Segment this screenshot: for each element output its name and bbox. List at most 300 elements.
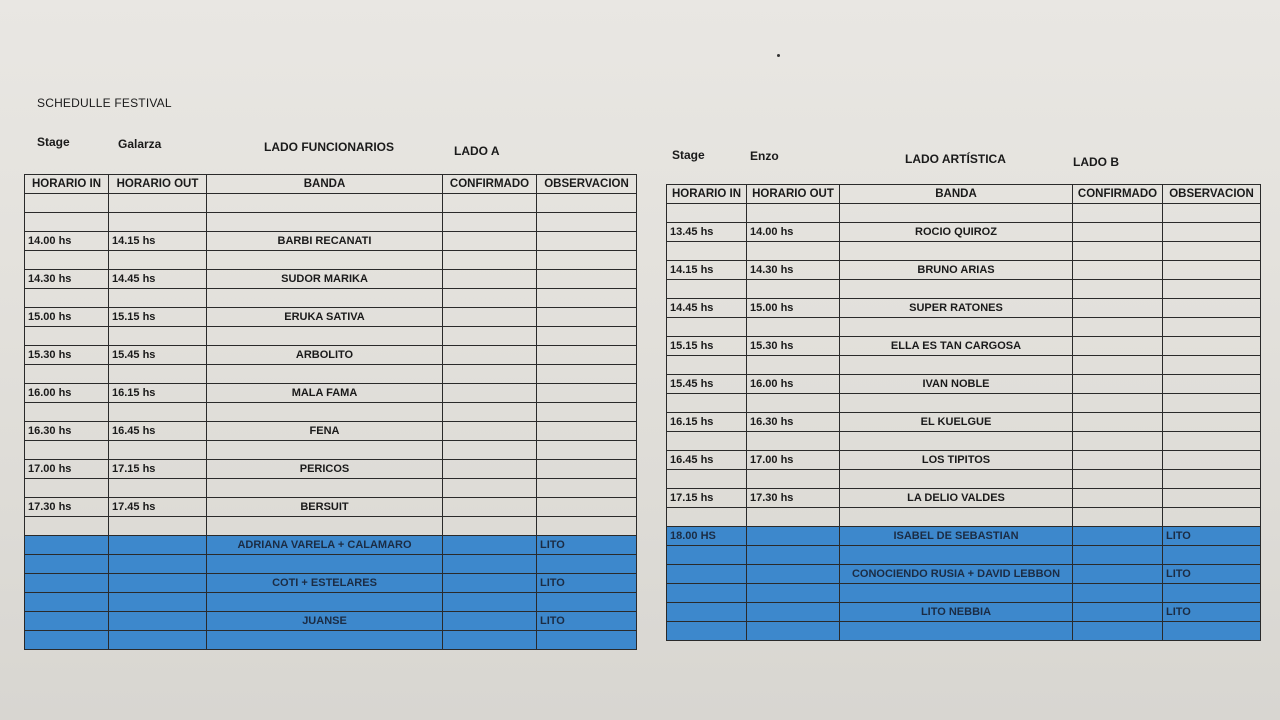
confirmed-cell: [1073, 204, 1163, 223]
time-out-cell: [747, 527, 840, 546]
confirmed-cell: [443, 308, 537, 327]
time-out-cell: [109, 327, 207, 346]
observation-cell: [1163, 546, 1261, 565]
column-header: HORARIO IN: [25, 175, 109, 194]
band-cell: [840, 394, 1073, 413]
time-in-cell: [25, 593, 109, 612]
time-in-cell: [667, 204, 747, 223]
confirmed-cell: [443, 213, 537, 232]
time-out-cell: 16.15 hs: [109, 384, 207, 403]
band-cell: [207, 213, 443, 232]
time-out-cell: [747, 603, 840, 622]
band-cell: [207, 403, 443, 422]
band-cell: [207, 631, 443, 650]
time-in-cell: [667, 508, 747, 527]
time-in-cell: 14.00 hs: [25, 232, 109, 251]
table-row: [25, 289, 637, 308]
time-out-cell: 15.30 hs: [747, 337, 840, 356]
confirmed-cell: [1073, 261, 1163, 280]
time-in-cell: [25, 631, 109, 650]
time-out-cell: [109, 289, 207, 308]
table-row: [25, 441, 637, 460]
observation-cell: [537, 251, 637, 270]
time-in-cell: 14.45 hs: [667, 299, 747, 318]
band-cell: EL KUELGUE: [840, 413, 1073, 432]
band-cell: ARBOLITO: [207, 346, 443, 365]
table-row: [25, 327, 637, 346]
table-row: [25, 346, 637, 365]
time-in-cell: 16.15 hs: [667, 413, 747, 432]
confirmed-cell: [1073, 375, 1163, 394]
column-header: BANDA: [207, 175, 443, 194]
time-out-cell: 17.15 hs: [109, 460, 207, 479]
confirmed-cell: [443, 232, 537, 251]
time-out-cell: 14.45 hs: [109, 270, 207, 289]
table-row: [667, 603, 1261, 622]
band-cell: COTI + ESTELARES: [207, 574, 443, 593]
observation-cell: [537, 365, 637, 384]
time-in-cell: 16.45 hs: [667, 451, 747, 470]
band-cell: [840, 356, 1073, 375]
time-out-cell: 15.15 hs: [109, 308, 207, 327]
time-in-cell: 16.30 hs: [25, 422, 109, 441]
confirmed-cell: [1073, 223, 1163, 242]
confirmed-cell: [443, 194, 537, 213]
observation-cell: [1163, 622, 1261, 641]
table-row: [667, 470, 1261, 489]
confirmed-cell: [443, 270, 537, 289]
left-stage-name: Galarza: [118, 137, 162, 151]
confirmed-cell: [1073, 527, 1163, 546]
observation-cell: [1163, 299, 1261, 318]
time-out-cell: [747, 318, 840, 337]
time-out-cell: 17.45 hs: [109, 498, 207, 517]
table-row: [25, 536, 637, 555]
confirmed-cell: [443, 593, 537, 612]
observation-cell: [537, 479, 637, 498]
time-in-cell: [25, 194, 109, 213]
table-row: [667, 337, 1261, 356]
band-cell: LOS TIPITOS: [840, 451, 1073, 470]
table-row: [667, 489, 1261, 508]
band-cell: BRUNO ARIAS: [840, 261, 1073, 280]
time-out-cell: [747, 508, 840, 527]
confirmed-cell: [1073, 299, 1163, 318]
time-out-cell: [109, 555, 207, 574]
time-out-cell: 15.45 hs: [109, 346, 207, 365]
band-cell: LA DELIO VALDES: [840, 489, 1073, 508]
table-row: [667, 565, 1261, 584]
confirmed-cell: [1073, 584, 1163, 603]
table-row: [667, 280, 1261, 299]
table-row: [667, 242, 1261, 261]
time-out-cell: [109, 213, 207, 232]
observation-cell: [537, 593, 637, 612]
band-cell: ISABEL DE SEBASTIAN: [840, 527, 1073, 546]
observation-cell: [1163, 261, 1261, 280]
table-row: [667, 375, 1261, 394]
time-in-cell: [667, 565, 747, 584]
time-in-cell: [25, 213, 109, 232]
time-out-cell: 17.00 hs: [747, 451, 840, 470]
column-header: HORARIO OUT: [109, 175, 207, 194]
time-in-cell: 14.30 hs: [25, 270, 109, 289]
time-in-cell: 18.00 HS: [667, 527, 747, 546]
confirmed-cell: [443, 251, 537, 270]
confirmed-cell: [443, 403, 537, 422]
table-row: [667, 394, 1261, 413]
observation-cell: [1163, 375, 1261, 394]
time-in-cell: 13.45 hs: [667, 223, 747, 242]
column-header: HORARIO IN: [667, 185, 747, 204]
time-out-cell: 17.30 hs: [747, 489, 840, 508]
time-in-cell: [25, 251, 109, 270]
time-out-cell: [109, 574, 207, 593]
time-out-cell: [747, 622, 840, 641]
time-in-cell: [25, 555, 109, 574]
confirmed-cell: [1073, 489, 1163, 508]
time-out-cell: 16.45 hs: [109, 422, 207, 441]
observation-cell: [537, 498, 637, 517]
observation-cell: [1163, 584, 1261, 603]
table-row: [25, 365, 637, 384]
table-row: [25, 308, 637, 327]
confirmed-cell: [1073, 413, 1163, 432]
observation-cell: [1163, 356, 1261, 375]
observation-cell: [537, 555, 637, 574]
table-row: [667, 451, 1261, 470]
table-row: [667, 508, 1261, 527]
time-out-cell: [109, 612, 207, 631]
observation-cell: [537, 213, 637, 232]
time-out-cell: [747, 242, 840, 261]
time-in-cell: [667, 584, 747, 603]
time-out-cell: [747, 280, 840, 299]
time-out-cell: [747, 204, 840, 223]
table-row: [667, 356, 1261, 375]
band-cell: FENA: [207, 422, 443, 441]
confirmed-cell: [443, 460, 537, 479]
band-cell: BARBI RECANATI: [207, 232, 443, 251]
table-row: [667, 204, 1261, 223]
band-cell: [840, 318, 1073, 337]
table-row: [667, 527, 1261, 546]
band-cell: CONOCIENDO RUSIA + DAVID LEBBON: [840, 565, 1073, 584]
confirmed-cell: [1073, 432, 1163, 451]
observation-cell: [1163, 470, 1261, 489]
confirmed-cell: [1073, 280, 1163, 299]
table-row: [25, 403, 637, 422]
column-header: OBSERVACION: [1163, 185, 1261, 204]
band-cell: SUDOR MARIKA: [207, 270, 443, 289]
time-out-cell: 16.00 hs: [747, 375, 840, 394]
confirmed-cell: [443, 574, 537, 593]
time-out-cell: [747, 546, 840, 565]
table-row: [25, 270, 637, 289]
confirmed-cell: [1073, 337, 1163, 356]
observation-cell: [537, 194, 637, 213]
ink-dot: [777, 54, 780, 57]
time-in-cell: [667, 470, 747, 489]
time-out-cell: 16.30 hs: [747, 413, 840, 432]
observation-cell: [1163, 204, 1261, 223]
observation-cell: LITO: [1163, 527, 1261, 546]
time-in-cell: [25, 612, 109, 631]
band-cell: [840, 622, 1073, 641]
observation-cell: [1163, 242, 1261, 261]
table-row: [25, 213, 637, 232]
time-in-cell: [667, 432, 747, 451]
time-out-cell: 15.00 hs: [747, 299, 840, 318]
table-row: [25, 574, 637, 593]
time-in-cell: 16.00 hs: [25, 384, 109, 403]
observation-cell: LITO: [537, 536, 637, 555]
band-cell: [207, 517, 443, 536]
observation-cell: [537, 422, 637, 441]
band-cell: [207, 441, 443, 460]
observation-cell: [537, 232, 637, 251]
column-header: HORARIO OUT: [747, 185, 840, 204]
observation-cell: LITO: [537, 612, 637, 631]
observation-cell: [1163, 337, 1261, 356]
confirmed-cell: [443, 346, 537, 365]
observation-cell: [1163, 280, 1261, 299]
confirmed-cell: [1073, 565, 1163, 584]
observation-cell: [537, 517, 637, 536]
band-cell: ELLA ES TAN CARGOSA: [840, 337, 1073, 356]
time-in-cell: [667, 280, 747, 299]
confirmed-cell: [1073, 242, 1163, 261]
confirmed-cell: [443, 384, 537, 403]
column-header: CONFIRMADO: [1073, 185, 1163, 204]
time-in-cell: 15.00 hs: [25, 308, 109, 327]
confirmed-cell: [443, 327, 537, 346]
observation-cell: [537, 270, 637, 289]
observation-cell: [537, 289, 637, 308]
observation-cell: [1163, 413, 1261, 432]
band-cell: [207, 327, 443, 346]
band-cell: [840, 242, 1073, 261]
band-cell: [207, 593, 443, 612]
confirmed-cell: [1073, 546, 1163, 565]
table-row: [667, 432, 1261, 451]
band-cell: BERSUIT: [207, 498, 443, 517]
time-in-cell: [25, 289, 109, 308]
time-in-cell: [667, 318, 747, 337]
table-row: [25, 194, 637, 213]
observation-cell: [1163, 318, 1261, 337]
time-in-cell: [667, 394, 747, 413]
confirmed-cell: [443, 498, 537, 517]
column-header: BANDA: [840, 185, 1073, 204]
confirmed-cell: [443, 536, 537, 555]
right-section-title: LADO ARTÍSTICA: [905, 152, 1006, 166]
table-row: [667, 584, 1261, 603]
confirmed-cell: [443, 422, 537, 441]
table-row: [667, 546, 1261, 565]
table-row: [25, 498, 637, 517]
left-schedule-table: [24, 174, 637, 650]
table-row: [25, 232, 637, 251]
time-out-cell: [747, 565, 840, 584]
observation-cell: [537, 384, 637, 403]
band-cell: [207, 289, 443, 308]
time-in-cell: [25, 403, 109, 422]
time-out-cell: [747, 584, 840, 603]
time-out-cell: [109, 251, 207, 270]
table-row: [25, 631, 637, 650]
confirmed-cell: [443, 479, 537, 498]
band-cell: SUPER RATONES: [840, 299, 1073, 318]
time-out-cell: [109, 536, 207, 555]
confirmed-cell: [443, 365, 537, 384]
right-stage-label: Stage: [672, 148, 705, 162]
table-row: [25, 555, 637, 574]
right-schedule-table: [666, 184, 1261, 641]
band-cell: [207, 555, 443, 574]
time-in-cell: [667, 603, 747, 622]
table-row: [667, 318, 1261, 337]
band-cell: [840, 508, 1073, 527]
band-cell: IVAN NOBLE: [840, 375, 1073, 394]
left-section-title: LADO FUNCIONARIOS: [264, 140, 394, 154]
time-in-cell: [667, 242, 747, 261]
table-row: [667, 299, 1261, 318]
observation-cell: [537, 460, 637, 479]
left-side-label: LADO A: [454, 144, 500, 158]
time-in-cell: 15.15 hs: [667, 337, 747, 356]
confirmed-cell: [1073, 622, 1163, 641]
observation-cell: [537, 631, 637, 650]
table-row: [667, 261, 1261, 280]
time-out-cell: [747, 394, 840, 413]
band-cell: LITO NEBBIA: [840, 603, 1073, 622]
observation-cell: [1163, 489, 1261, 508]
time-out-cell: [747, 432, 840, 451]
time-out-cell: [109, 403, 207, 422]
time-in-cell: [25, 365, 109, 384]
band-cell: JUANSE: [207, 612, 443, 631]
right-header-row: [667, 185, 1261, 204]
table-row: [667, 622, 1261, 641]
time-out-cell: 14.15 hs: [109, 232, 207, 251]
table-row: [25, 612, 637, 631]
confirmed-cell: [1073, 318, 1163, 337]
band-cell: [207, 479, 443, 498]
time-out-cell: [109, 365, 207, 384]
confirmed-cell: [1073, 356, 1163, 375]
confirmed-cell: [443, 289, 537, 308]
observation-cell: LITO: [1163, 565, 1261, 584]
time-out-cell: 14.30 hs: [747, 261, 840, 280]
column-header: CONFIRMADO: [443, 175, 537, 194]
observation-cell: [1163, 394, 1261, 413]
band-cell: PERICOS: [207, 460, 443, 479]
confirmed-cell: [1073, 394, 1163, 413]
confirmed-cell: [443, 441, 537, 460]
time-in-cell: 14.15 hs: [667, 261, 747, 280]
confirmed-cell: [1073, 451, 1163, 470]
confirmed-cell: [1073, 508, 1163, 527]
band-cell: [207, 251, 443, 270]
observation-cell: [1163, 223, 1261, 242]
left-header-row: [25, 175, 637, 194]
table-row: [25, 422, 637, 441]
table-row: [25, 517, 637, 536]
table-row: [25, 593, 637, 612]
confirmed-cell: [443, 612, 537, 631]
time-in-cell: [667, 546, 747, 565]
observation-cell: [1163, 432, 1261, 451]
time-out-cell: [747, 470, 840, 489]
time-in-cell: 15.30 hs: [25, 346, 109, 365]
time-in-cell: [25, 479, 109, 498]
time-in-cell: [667, 356, 747, 375]
band-cell: ADRIANA VARELA + CALAMARO: [207, 536, 443, 555]
band-cell: ROCIO QUIROZ: [840, 223, 1073, 242]
time-in-cell: 17.30 hs: [25, 498, 109, 517]
band-cell: ERUKA SATIVA: [207, 308, 443, 327]
band-cell: [840, 584, 1073, 603]
band-cell: [840, 470, 1073, 489]
band-cell: [207, 194, 443, 213]
confirmed-cell: [443, 631, 537, 650]
observation-cell: [537, 327, 637, 346]
left-stage-label: Stage: [37, 135, 70, 149]
observation-cell: [537, 308, 637, 327]
confirmed-cell: [443, 555, 537, 574]
document-title: SCHEDULLE FESTIVAL: [37, 96, 172, 110]
time-out-cell: [109, 517, 207, 536]
band-cell: [840, 204, 1073, 223]
time-in-cell: [667, 622, 747, 641]
right-side-label: LADO B: [1073, 155, 1119, 169]
band-cell: [840, 280, 1073, 299]
time-in-cell: [25, 327, 109, 346]
table-row: [667, 223, 1261, 242]
observation-cell: [537, 441, 637, 460]
time-in-cell: [25, 536, 109, 555]
time-in-cell: [25, 574, 109, 593]
right-stage-name: Enzo: [750, 149, 779, 163]
time-in-cell: [25, 517, 109, 536]
confirmed-cell: [1073, 470, 1163, 489]
time-in-cell: 15.45 hs: [667, 375, 747, 394]
table-row: [667, 413, 1261, 432]
time-out-cell: [109, 631, 207, 650]
observation-cell: [1163, 508, 1261, 527]
observation-cell: [537, 403, 637, 422]
time-out-cell: [109, 194, 207, 213]
observation-cell: LITO: [537, 574, 637, 593]
time-in-cell: 17.00 hs: [25, 460, 109, 479]
observation-cell: [537, 346, 637, 365]
time-out-cell: [109, 479, 207, 498]
band-cell: MALA FAMA: [207, 384, 443, 403]
confirmed-cell: [443, 517, 537, 536]
observation-cell: [1163, 451, 1261, 470]
observation-cell: LITO: [1163, 603, 1261, 622]
time-in-cell: [25, 441, 109, 460]
confirmed-cell: [1073, 603, 1163, 622]
time-in-cell: 17.15 hs: [667, 489, 747, 508]
time-out-cell: [109, 593, 207, 612]
time-out-cell: [747, 356, 840, 375]
table-row: [25, 384, 637, 403]
table-row: [25, 460, 637, 479]
table-row: [25, 479, 637, 498]
column-header: OBSERVACION: [537, 175, 637, 194]
